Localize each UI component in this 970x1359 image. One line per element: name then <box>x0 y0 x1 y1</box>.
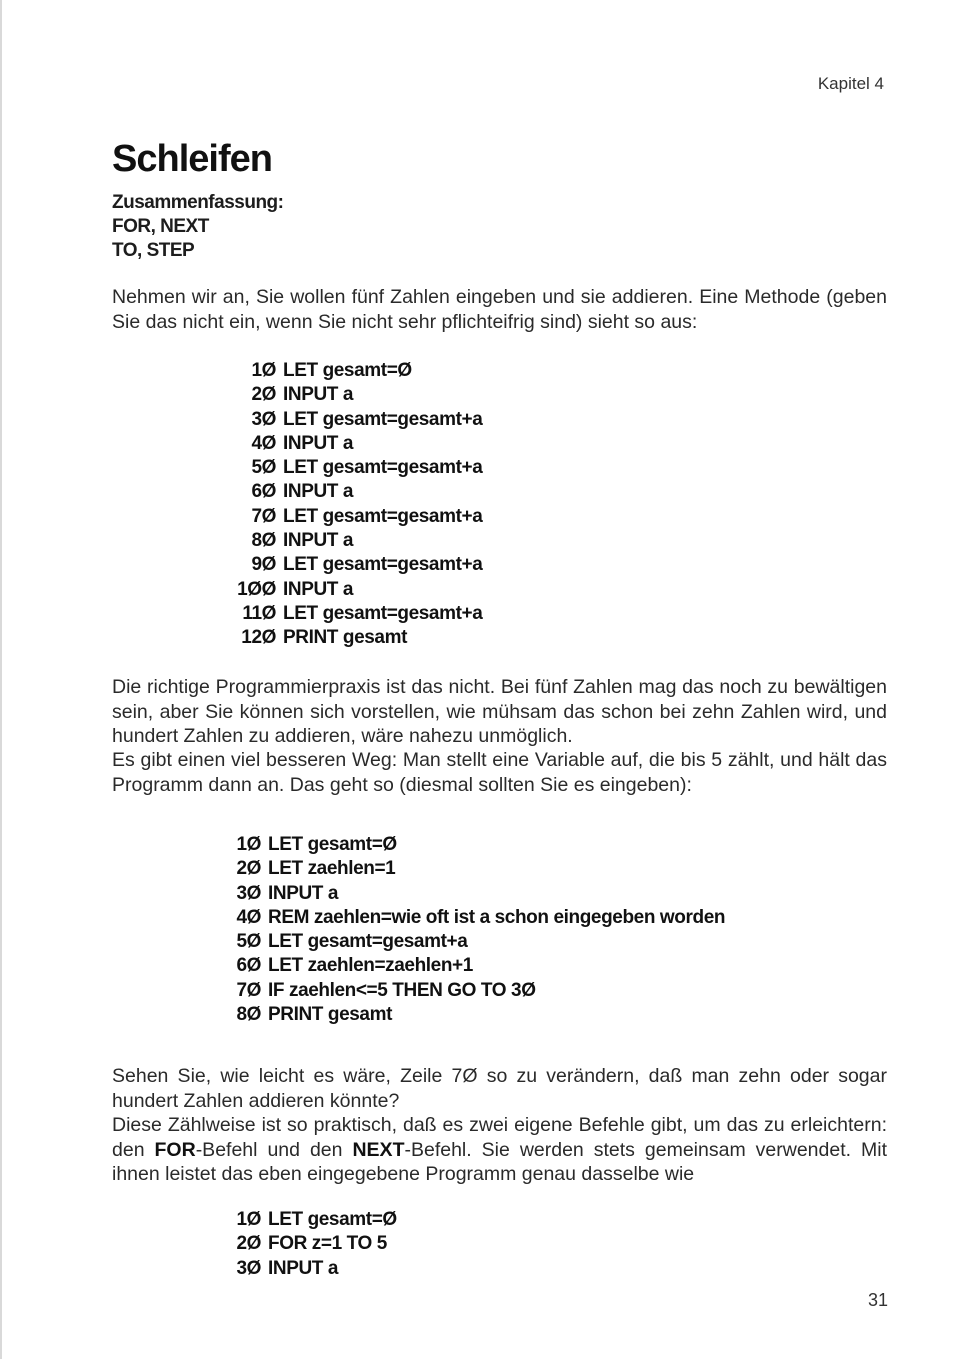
code-line <box>234 1003 725 1027</box>
line-number: 3Ø <box>236 882 261 904</box>
code-text: PRINT gesamt <box>283 627 408 649</box>
line-number: 5Ø <box>236 931 261 953</box>
code-line <box>234 602 482 626</box>
code-line <box>234 383 482 407</box>
paragraph-2: Die richtige Programmierpraxis ist das nicht. Bei fünf Zahlen mag das noch zu bewältigen sein, aber Sie können sich vorstellen, wie mühsam das schon bei zehn Zahlen wird, und hundert Zahlen zu addieren, wäre nahezu unmöglich. <box>112 676 887 747</box>
line-number: 8Ø <box>236 1004 261 1026</box>
keyword-for: FOR <box>154 1138 196 1161</box>
code-line <box>234 553 482 577</box>
code-text: REM zaehlen=wie oft ist a schon eingegeben worden <box>268 906 726 928</box>
line-number: 3Ø <box>236 1257 261 1279</box>
code-line <box>234 833 725 857</box>
code-text: FOR z=1 TO 5 <box>268 1233 387 1255</box>
paragraph-5-part: -Befehl und den <box>195 1138 353 1161</box>
code-text: INPUT a <box>283 432 354 454</box>
code-line <box>234 979 725 1003</box>
line-number: 9Ø <box>251 554 276 576</box>
code-text: LET gesamt=Ø <box>268 834 397 855</box>
code-text: LET gesamt=gesamt+a <box>283 408 483 430</box>
page-edge <box>0 0 2 1359</box>
code-line <box>234 882 725 906</box>
code-text: LET gesamt=Ø <box>283 360 412 381</box>
code-line <box>234 456 482 480</box>
code-text: LET gesamt=gesamt+a <box>283 554 483 576</box>
line-number: 12Ø <box>241 627 276 649</box>
code-text: IF zaehlen<=5 THEN GO TO 3Ø <box>268 979 536 1001</box>
code-line <box>234 1257 397 1281</box>
paragraph-5 <box>112 1113 887 1187</box>
code-line <box>234 906 725 930</box>
code-listing-3 <box>234 1208 397 1281</box>
code-line <box>234 432 482 456</box>
code-text: INPUT a <box>268 1257 339 1279</box>
code-text: INPUT a <box>283 384 354 406</box>
paragraph-3: Es gibt einen viel besseren Weg: Man stellt eine Variable auf, die bis 5 zählt, und hält das Programm dann an. Das geht so (diesmal sollten Sie es eingeben): <box>112 749 887 796</box>
code-line <box>234 626 482 650</box>
line-number: 4Ø <box>236 906 261 928</box>
summary-block <box>112 191 283 263</box>
code-listing-2 <box>234 833 725 1027</box>
line-number: 11Ø <box>242 602 276 624</box>
chapter-label: Kapitel 4 <box>817 74 884 93</box>
line-number: 2Ø <box>236 1233 261 1255</box>
paragraph-4: Sehen Sie, wie leicht es wäre, Zeile 7Ø so zu verändern, daß man zehn oder sogar hundert Zahlen addieren könnte? <box>112 1065 887 1112</box>
code-line <box>234 408 482 432</box>
line-number: 4Ø <box>251 432 276 454</box>
line-number: 1Ø <box>236 1209 261 1230</box>
code-text: LET gesamt=gesamt+a <box>283 457 483 479</box>
summary-heading: Zusammenfassung: <box>112 192 284 213</box>
line-number: 5Ø <box>251 457 276 479</box>
keyword-next: NEXT <box>352 1138 405 1161</box>
line-number: 2Ø <box>251 384 276 406</box>
code-line <box>234 359 482 383</box>
code-text: INPUT a <box>283 481 354 503</box>
code-text: LET zaehlen=zaehlen+1 <box>268 955 473 977</box>
code-line <box>234 505 482 529</box>
code-text: LET gesamt=gesamt+a <box>283 602 483 624</box>
summary-line: TO, STEP <box>112 240 195 261</box>
paragraph-intro: Nehmen wir an, Sie wollen fünf Zahlen eingeben und sie addieren. Eine Methode (geben Sie das nicht ein, wenn Sie nicht sehr pflichteifrig sind) sieht so aus: <box>112 286 887 333</box>
page-title: Schleifen <box>112 138 272 180</box>
paragraph-5-part: -Befehl. Sie werden stets gemeinsam verwendet. Mit ihnen leistet das eben eingegebene Programm genau dasselbe wie <box>112 1138 888 1185</box>
line-number: 7Ø <box>236 979 261 1001</box>
line-number: 1Ø <box>251 360 276 381</box>
code-text: INPUT a <box>283 578 354 600</box>
code-text: INPUT a <box>283 530 354 552</box>
code-line <box>234 529 482 553</box>
line-number: 2Ø <box>236 858 261 880</box>
code-text: LET zaehlen=1 <box>268 858 396 880</box>
line-number: 7Ø <box>251 505 276 527</box>
code-line <box>234 1208 397 1232</box>
code-text: LET gesamt=gesamt+a <box>283 505 483 527</box>
line-number: 6Ø <box>236 955 261 977</box>
code-text: LET gesamt=Ø <box>268 1209 397 1230</box>
code-text: INPUT a <box>268 882 339 904</box>
paragraph-5-part: Diese Zählweise ist so praktisch, daß es zwei eigene Befehle gibt, um das zu erleichtern: den <box>112 1114 887 1161</box>
line-number: 1Ø <box>236 834 261 855</box>
code-line <box>234 930 725 954</box>
code-listing-1 <box>234 359 482 651</box>
page-number: 31 <box>867 1290 888 1310</box>
line-number: 1ØØ <box>237 578 276 600</box>
line-number: 8Ø <box>251 530 276 552</box>
code-line <box>234 578 482 602</box>
line-number: 6Ø <box>251 481 276 503</box>
summary-line: FOR, NEXT <box>112 216 209 237</box>
line-number: 3Ø <box>251 408 276 430</box>
code-line <box>234 954 725 978</box>
code-line <box>234 1232 397 1256</box>
code-text: LET gesamt=gesamt+a <box>268 931 468 953</box>
code-line <box>234 480 482 504</box>
code-text: PRINT gesamt <box>268 1004 393 1026</box>
code-line <box>234 857 725 881</box>
